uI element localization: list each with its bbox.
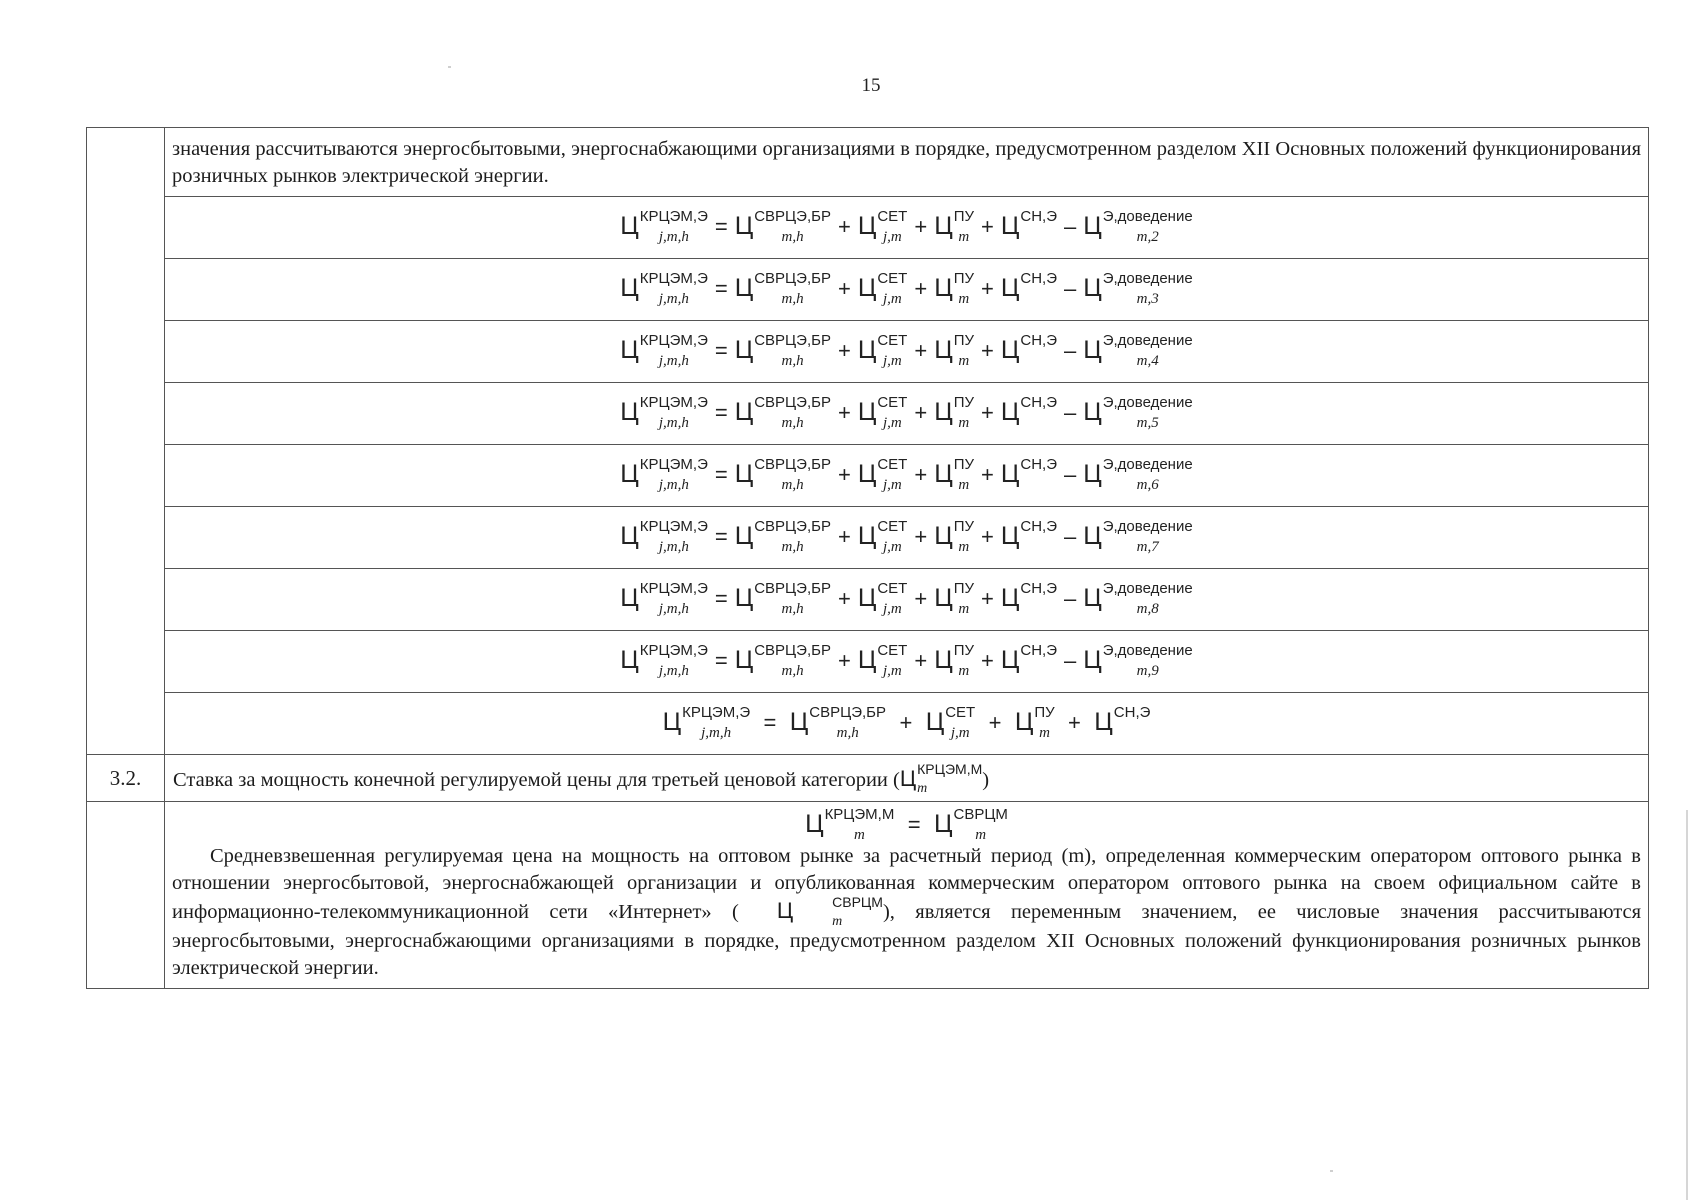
term-set: Ц СЕТ j,m	[925, 703, 976, 741]
term-set: Ц СЕТ j,m	[857, 393, 908, 431]
term-e-dovedenie: Ц Э,доведение m,4	[1083, 331, 1193, 369]
term-svrce-br: Ц СВРЦЭ,БР m,h	[734, 393, 831, 431]
term-svrce-br: Ц СВРЦЭ,БР m,h	[734, 269, 831, 307]
term-sn-e: Ц СН,Э	[1094, 703, 1151, 737]
formula: Ц КРЦЭМ,Э j,m,h = Ц СВРЦЭ,БР m,h + Ц СЕТ j,m + Ц ПУ m + Ц СН,Э – Ц Э,доведение m,7	[620, 517, 1193, 555]
formula: Ц КРЦЭМ,Э j,m,h = Ц СВРЦЭ,БР m,h + Ц СЕТ j,m + Ц ПУ m + Ц СН,Э – Ц Э,доведение m,8	[620, 579, 1193, 617]
term-krcem-e: Ц КРЦЭМ,Э j,m,h	[620, 641, 708, 679]
term-krcem-m: Ц КРЦЭМ,М m	[899, 761, 983, 797]
term-set: Ц СЕТ j,m	[857, 579, 908, 617]
scan-edge-line	[1686, 810, 1688, 1200]
term-pu: Ц ПУ m	[934, 331, 974, 369]
formula-cell	[165, 197, 1649, 259]
formula-cell	[165, 321, 1649, 383]
section-3-2-body-row	[87, 802, 1649, 988]
formula-cell	[165, 693, 1649, 755]
term-krcem-e: Ц КРЦЭМ,Э j,m,h	[620, 331, 708, 369]
term-e-dovedenie: Ц Э,доведение m,7	[1083, 517, 1193, 555]
formula: Ц КРЦЭМ,Э j,m,h = Ц СВРЦЭ,БР m,h + Ц СЕТ j,m + Ц ПУ m + Ц СН,Э – Ц Э,доведение m,6	[620, 455, 1193, 493]
section-body-paragraph: Средневзвешенная регулируемая цена на мощность на оптовом рынке за расчетный период (m), определенная коммерческим оператором оптового рынка в отношении энергосбытовой, энергоснабжающей организации и опубликованная коммерческим оператором оптового рынка на своем официальном сайте в информационно-телекоммуникационной сети «Интернет» ( Ц СВРЦМ m ), является переменным значением, ее числовые значения рассчитываются энергосбытовыми, энергоснабжающими организациями в порядке, предусмотренном разделом XII Основных положений функционирования розничных рынков электрической энергии.	[172, 845, 1641, 979]
term-pu: Ц ПУ m	[934, 393, 974, 431]
term-krcem-e: Ц КРЦЭМ,Э j,m,h	[620, 579, 708, 617]
formula-row	[87, 321, 1649, 383]
term-krcem-e: Ц КРЦЭМ,Э j,m,h	[620, 269, 708, 307]
term-set: Ц СЕТ j,m	[857, 269, 908, 307]
term-e-dovedenie: Ц Э,доведение m,2	[1083, 207, 1193, 245]
formula-cell	[165, 507, 1649, 569]
term-svrce-br: Ц СВРЦЭ,БР m,h	[734, 207, 831, 245]
term-set: Ц СЕТ j,m	[857, 641, 908, 679]
number-column-empty	[87, 802, 165, 988]
formula: Ц КРЦЭМ,Э j,m,h = Ц СВРЦЭ,БР m,h + Ц СЕТ j,m + Ц ПУ m + Ц СН,Э – Ц Э,доведение m,5	[620, 393, 1193, 431]
formula: Ц КРЦЭМ,Э j,m,h = Ц СВРЦЭ,БР m,h + Ц СЕТ j,m + Ц ПУ m + Ц СН,Э – Ц Э,доведение m,2	[620, 207, 1193, 245]
section-heading-cell	[165, 755, 1649, 802]
formula-row	[87, 197, 1649, 259]
term-set: Ц СЕТ j,m	[857, 455, 908, 493]
term-pu: Ц ПУ m	[934, 579, 974, 617]
formula-row-final	[87, 693, 1649, 755]
formula: Ц КРЦЭМ,Э j,m,h = Ц СВРЦЭ,БР m,h + Ц СЕТ j,m + Ц ПУ m + Ц СН,Э – Ц Э,доведение m,3	[620, 269, 1193, 307]
term-e-dovedenie: Ц Э,доведение m,9	[1083, 641, 1193, 679]
term-svrcm: Ц СВРЦМ m	[776, 893, 883, 929]
term-svrce-br: Ц СВРЦЭ,БР m,h	[734, 579, 831, 617]
term-e-dovedenie: Ц Э,доведение m,8	[1083, 579, 1193, 617]
section-number: 3.2.	[87, 755, 165, 802]
formula-krcem-m: Ц КРЦЭМ,М m = Ц СВРЦМ m	[805, 806, 1008, 844]
formula-cell	[165, 259, 1649, 321]
formula-cell	[165, 569, 1649, 631]
term-sn-e: Ц СН,Э	[1000, 207, 1057, 241]
formula-row	[87, 507, 1649, 569]
intro-row	[87, 128, 1649, 197]
term-pu: Ц ПУ m	[934, 269, 974, 307]
formula-final: Ц КРЦЭМ,Э j,m,h = Ц СВРЦЭ,БР m,h + Ц СЕТ j,m + Ц ПУ m + Ц СН,Э	[662, 703, 1151, 741]
document-table	[86, 127, 1649, 989]
term-svrce-br: Ц СВРЦЭ,БР m,h	[734, 517, 831, 555]
formula-row	[87, 259, 1649, 321]
formula-row	[87, 631, 1649, 693]
scan-speck	[1330, 1170, 1333, 1172]
term-sn-e: Ц СН,Э	[1000, 579, 1057, 613]
formula: Ц КРЦЭМ,Э j,m,h = Ц СВРЦЭ,БР m,h + Ц СЕТ j,m + Ц ПУ m + Ц СН,Э – Ц Э,доведение m,9	[620, 641, 1193, 679]
term-sn-e: Ц СН,Э	[1000, 393, 1057, 427]
term-sn-e: Ц СН,Э	[1000, 641, 1057, 675]
term-sn-e: Ц СН,Э	[1000, 331, 1057, 365]
term-e-dovedenie: Ц Э,доведение m,5	[1083, 393, 1193, 431]
formula-cell	[165, 631, 1649, 693]
term-pu: Ц ПУ m	[934, 641, 974, 679]
term-krcem-e: Ц КРЦЭМ,Э j,m,h	[620, 207, 708, 245]
formula-row	[87, 383, 1649, 445]
number-column-empty	[87, 128, 165, 755]
formula: Ц КРЦЭМ,Э j,m,h = Ц СВРЦЭ,БР m,h + Ц СЕТ j,m + Ц ПУ m + Ц СН,Э – Ц Э,доведение m,4	[620, 331, 1193, 369]
page-number: 15	[861, 75, 881, 96]
term-e-dovedenie: Ц Э,доведение m,6	[1083, 455, 1193, 493]
term-pu: Ц ПУ m	[1014, 703, 1055, 741]
section-3-2-heading-row	[87, 755, 1649, 802]
formula-row	[87, 569, 1649, 631]
intro-paragraph: значения рассчитываются энергосбытовыми, энергоснабжающими организациями в порядке, предусмотренном разделом XII Основных положений функционирования розничных рынков электрической энергии.	[172, 138, 1641, 187]
section-heading: Ставка за мощность конечной регулируемой цены для третьей ценовой категории (Ц КРЦЭМ,М m )	[173, 761, 990, 797]
term-svrce-br: Ц СВРЦЭ,БР m,h	[734, 331, 831, 369]
term-pu: Ц ПУ m	[934, 207, 974, 245]
term-svrce-br: Ц СВРЦЭ,БР m,h	[734, 641, 831, 679]
term-krcem-e: Ц КРЦЭМ,Э j,m,h	[662, 703, 751, 741]
term-sn-e: Ц СН,Э	[1000, 517, 1057, 551]
formula-cell	[165, 383, 1649, 445]
term-krcem-e: Ц КРЦЭМ,Э j,m,h	[620, 393, 708, 431]
term-pu: Ц ПУ m	[934, 455, 974, 493]
term-krcem-e: Ц КРЦЭМ,Э j,m,h	[620, 517, 708, 555]
formula-cell	[165, 445, 1649, 507]
term-set: Ц СЕТ j,m	[857, 517, 908, 555]
term-set: Ц СЕТ j,m	[857, 207, 908, 245]
term-svrce-br: Ц СВРЦЭ,БР m,h	[734, 455, 831, 493]
intro-cell	[165, 128, 1649, 197]
term-sn-e: Ц СН,Э	[1000, 269, 1057, 303]
term-set: Ц СЕТ j,m	[857, 331, 908, 369]
formula-row	[87, 445, 1649, 507]
term-sn-e: Ц СН,Э	[1000, 455, 1057, 489]
term-e-dovedenie: Ц Э,доведение m,3	[1083, 269, 1193, 307]
section-body-cell	[165, 802, 1649, 988]
term-svrce-br: Ц СВРЦЭ,БР m,h	[789, 703, 887, 741]
scan-speck	[448, 66, 451, 68]
term-pu: Ц ПУ m	[934, 517, 974, 555]
term-krcem-e: Ц КРЦЭМ,Э j,m,h	[620, 455, 708, 493]
